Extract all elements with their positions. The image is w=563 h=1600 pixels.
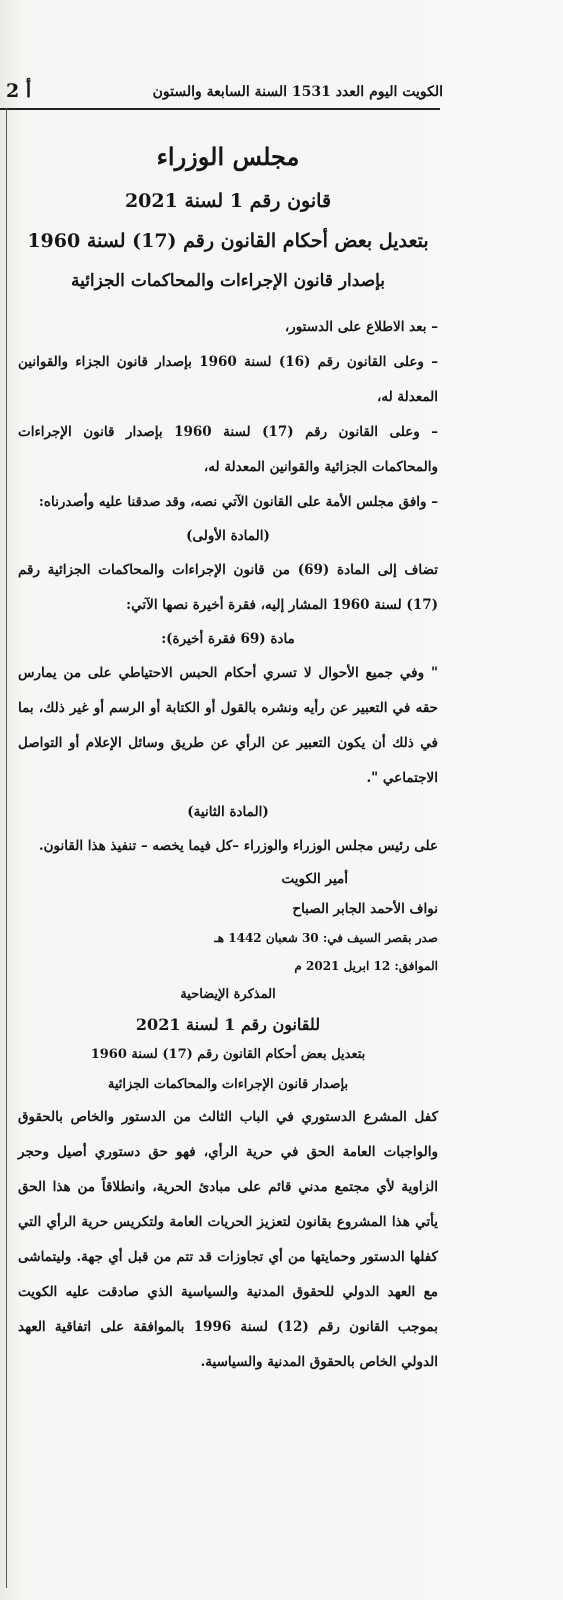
law-number: قانون رقم 1 لسنة 2021 bbox=[124, 190, 332, 212]
article-1-text: تضاف إلى المادة (69) من قانون الإجراءات والمحاكمات الجزائية رقم (17) لسنة 1960 المشار إليه، فقرة أخيرة نصها الآتي: bbox=[18, 562, 439, 613]
article-2-text: على رئيس مجلس الوزراء والوزراء –كل فيما يخصه – تنفيذ هذا القانون. bbox=[38, 838, 438, 854]
article-1-title: (المادة الأولى) bbox=[186, 528, 270, 544]
article-69-title: مادة (69 فقرة أخيرة): bbox=[161, 631, 295, 647]
issue-date: صدر بقصر السيف في: 30 شعبان 1442 هـ bbox=[214, 931, 438, 945]
article-content bbox=[18, 140, 438, 1380]
page-header bbox=[6, 76, 563, 106]
column-divider bbox=[6, 108, 7, 1588]
preamble-line: – وعلى القانون رقم (16) لسنة 1960 بإصدار قانون الجزاء والقوانين المعدلة له، bbox=[18, 354, 438, 405]
article-69-text: " وفي جميع الأحوال لا تسري أحكام الحبس الاحتياطي على من يمارس حقه في التعبير عن رأيه ونشره بالقول أو الكتابة أو الرسم أو غير ذلك، بما في ذلك أن يكون التعبير عن الرأي عن طريق وسائل الإعلام أو التواصل الاجتماعي ". bbox=[18, 665, 438, 786]
page-number: 2 أ bbox=[6, 80, 32, 102]
memo-law-number: للقانون رقم 1 لسنة 2021 bbox=[135, 1015, 321, 1034]
preamble-line: – بعد الاطلاع على الدستور، bbox=[284, 319, 438, 335]
preamble-line: – وعلى القانون رقم (17) لسنة 1960 بإصدار قانون الإجراءات والمحاكمات الجزائية والقوانين المعدلة له، bbox=[18, 424, 438, 475]
preamble-line: – وافق مجلس الأمة على القانون الآتي نصه، وقد صدقنا عليه وأصدرناه: bbox=[38, 494, 438, 510]
memo-title: المذكرة الإيضاحية bbox=[180, 987, 276, 1002]
article-2-title: (المادة الثانية) bbox=[187, 804, 269, 820]
memo-body: كفل المشرع الدستوري في الباب الثالث من الدستور والخاص بالحقوق والواجبات العامة الحق في حرية الرأي، فهو حق دستوري أصيل وحجر الزاوية لأي مجتمع مدني قائم على مبادئ الحرية، وانطلاقاً من هذا الحق يأتي هذا المشروع بقانون لتعزيز الحريات العامة ولتكريس حرية الرأي التي كفلها الدستور وحمايتها من أي تجاوزات قد تتم من قبل أي جهة. وليتماشى مع العهد الدولي للحقوق المدنية والسياسية الذي صادقت عليه الكويت بموجب القانون رقم (12) لسنة 1996 بالموافقة على اتفاقية العهد الدولي الخاص بالحقوق المدنية والسياسية. bbox=[18, 1109, 438, 1370]
memo-amendment-title: بتعديل بعض أحكام القانون رقم (17) لسنة 1960 bbox=[90, 1047, 366, 1062]
law-subject: بإصدار قانون الإجراءات والمحاكمات الجزائية bbox=[70, 271, 386, 291]
council-heading: مجلس الوزراء bbox=[156, 142, 300, 171]
corresponding-date: الموافق: 12 ابريل 2021 م bbox=[294, 959, 438, 973]
law-amendment-title: بتعديل بعض أحكام القانون رقم (17) لسنة 1960 bbox=[27, 230, 429, 252]
issue-line: الكويت اليوم العدد 1531 السنة السابعة والستون bbox=[152, 84, 443, 100]
emir-title: أمير الكويت bbox=[281, 871, 348, 887]
memo-subject: بإصدار قانون الإجراءات والمحاكمات الجزائية bbox=[107, 1077, 349, 1092]
header-divider bbox=[0, 108, 440, 110]
emir-name: نواف الأحمد الجابر الصباح bbox=[292, 901, 438, 917]
